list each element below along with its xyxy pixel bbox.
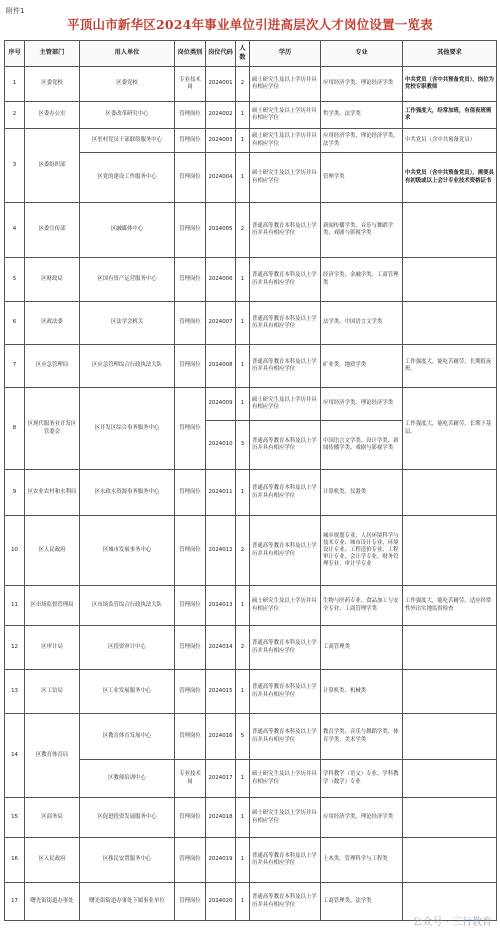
- cell-category: 管理岗位: [175, 302, 206, 345]
- cell-unit: 区水政水资源事务服务中心: [80, 470, 175, 516]
- cell-count: 5: [236, 714, 250, 760]
- cell-other: 工作强度大，经常加班，有值夜班需求: [403, 102, 497, 129]
- header-other: 其他要求: [403, 41, 497, 67]
- cell-no: 5: [5, 258, 25, 302]
- cell-major: 法学类、中国语言文学类: [321, 302, 403, 345]
- cell-no: 13: [5, 670, 25, 714]
- positions-table: [4, 40, 497, 921]
- cell-code: 2024018: [206, 798, 236, 838]
- table-row: [5, 102, 497, 129]
- cell-unit: 区法学会机关: [80, 302, 175, 345]
- cell-unit: 区移民安置服务中心: [80, 838, 175, 883]
- cell-no: 8: [5, 388, 25, 470]
- header-count: 人数: [236, 41, 250, 67]
- attachment-label: 附件1: [6, 7, 25, 15]
- cell-major: 学科教学（语文）专业、学科教学（数学）专业: [321, 760, 403, 798]
- cell-major: 矿业类、地质学类: [321, 345, 403, 388]
- cell-no: 6: [5, 302, 25, 345]
- cell-code: 2024002: [206, 102, 236, 129]
- cell-code: 2024016: [206, 714, 236, 760]
- cell-code: 2024003: [206, 129, 236, 153]
- cell-dept: 区委办公室: [25, 102, 80, 129]
- cell-code: 2024006: [206, 258, 236, 302]
- cell-count: 2: [236, 516, 250, 586]
- cell-unit: 区委党校: [80, 67, 175, 102]
- cell-category: 管理岗位: [175, 883, 206, 921]
- cell-major: 管理学类: [321, 153, 403, 203]
- table-row: [5, 67, 497, 102]
- cell-major: 计算机类、仪器类: [321, 470, 403, 516]
- header-category: 岗位类别: [175, 41, 206, 67]
- cell-education: 普通高等教育本科及以上学历并具有相应学位: [250, 421, 321, 470]
- cell-no: 12: [5, 626, 25, 670]
- cell-education: 硕士研究生及以上学历并具有相应学位: [250, 102, 321, 129]
- cell-education: 普通高等教育本科及以上学历并具有相应学位: [250, 838, 321, 883]
- cell-other: [403, 516, 497, 586]
- header-no: 序号: [5, 41, 25, 67]
- cell-dept: 区现代服务业开发区管委会: [25, 388, 80, 470]
- cell-count: 1: [236, 760, 250, 798]
- cell-category: 管理岗位: [175, 102, 206, 129]
- cell-dept: 区财政局: [25, 258, 80, 302]
- cell-category: 管理岗位: [175, 345, 206, 388]
- cell-category: 管理岗位: [175, 470, 206, 516]
- cell-other: [403, 302, 497, 345]
- cell-category: 管理岗位: [175, 670, 206, 714]
- table-row: [5, 470, 497, 516]
- cell-count: 1: [236, 883, 250, 921]
- cell-other: [403, 203, 497, 258]
- cell-count: 2: [236, 203, 250, 258]
- cell-other: 工作强度大，能吃苦耐劳，长期值夜班。: [403, 345, 497, 388]
- cell-education: 普通高等教育本科及以上学历并具有相应学位: [250, 203, 321, 258]
- cell-unit: 区党的建设工作服务中心: [80, 153, 175, 203]
- cell-count: 2: [236, 67, 250, 102]
- cell-education: 硕士研究生及以上学历并具有相应学位: [250, 129, 321, 153]
- cell-other: [403, 760, 497, 798]
- cell-no: 1: [5, 67, 25, 102]
- cell-unit: 区促进投资发展服务中心: [80, 798, 175, 838]
- cell-major: 经济学类、金融学类、工商管理类: [321, 258, 403, 302]
- cell-code: 2024009: [206, 388, 236, 421]
- cell-dept: 区人民政府: [25, 838, 80, 883]
- cell-category: 管理岗位: [175, 129, 206, 153]
- cell-count: 1: [236, 670, 250, 714]
- cell-code: 2024014: [206, 626, 236, 670]
- page-title: 平顶山市新华区2024年事业单位引进高层次人才岗位设置一览表: [67, 17, 433, 32]
- cell-major: 工商管理类: [321, 626, 403, 670]
- cell-other: [403, 714, 497, 760]
- table-row: [5, 586, 497, 626]
- cell-count: 1: [236, 345, 250, 388]
- cell-count: 1: [236, 102, 250, 129]
- cell-education: 普通高等教育本科及以上学历并具有相应学位: [250, 714, 321, 760]
- cell-unit: 区开发区综合事务服务中心: [80, 388, 175, 470]
- cell-count: 3: [236, 421, 250, 470]
- table-row: [5, 345, 497, 388]
- cell-education: 普通高等教育本科及以上学历并具有相应学位: [250, 302, 321, 345]
- header-education: 学历: [250, 41, 321, 67]
- cell-no: 14: [5, 714, 25, 798]
- cell-no: 7: [5, 345, 25, 388]
- table-row: [5, 388, 497, 421]
- cell-count: 2: [236, 626, 250, 670]
- cell-unit: 区城市发展事务中心: [80, 516, 175, 586]
- cell-major: 教育学类、音乐与舞蹈学类、体育学类、美术学类: [321, 714, 403, 760]
- cell-category: 管理岗位: [175, 586, 206, 626]
- cell-dept: 区农业农村和水利局: [25, 470, 80, 516]
- cell-education: 普通高等教育本科及以上学历并具有相应学位: [250, 516, 321, 586]
- table-header-row: [5, 41, 497, 67]
- cell-other: [403, 626, 497, 670]
- cell-code: 2024004: [206, 153, 236, 203]
- cell-unit: 区融媒体中心: [80, 203, 175, 258]
- cell-category: 专业技术岗: [175, 67, 206, 102]
- cell-dept: 区委党校: [25, 67, 80, 102]
- cell-count: 1: [236, 470, 250, 516]
- watermark-text: 公众号 · 三行教育: [412, 917, 492, 928]
- cell-no: 4: [5, 203, 25, 258]
- cell-category: 管理岗位: [175, 626, 206, 670]
- cell-category: 管理岗位: [175, 203, 206, 258]
- header-dept: 主管部门: [25, 41, 80, 67]
- cell-unit: 区委改革研究中心: [80, 102, 175, 129]
- cell-unit: 区国有资产运营服务中心: [80, 258, 175, 302]
- cell-education: 普通高等教育本科及以上学历并具有相应学位: [250, 470, 321, 516]
- cell-code: 2024013: [206, 586, 236, 626]
- header-code: 岗位代码: [206, 41, 236, 67]
- cell-no: 15: [5, 798, 25, 838]
- table-row: [5, 838, 497, 883]
- cell-dept: 区人民政府: [25, 516, 80, 586]
- cell-major: 应用经济学类、理论经济学类: [321, 798, 403, 838]
- cell-category: 管理岗位: [175, 714, 206, 760]
- table-row: [5, 626, 497, 670]
- cell-no: 9: [5, 470, 25, 516]
- cell-major: 中国语言文学类、设计学类、新闻传播学类、戏剧与影视学类: [321, 421, 403, 470]
- cell-code: 2024012: [206, 516, 236, 586]
- cell-category: 管理岗位: [175, 838, 206, 883]
- cell-major: 城乡规划专业、人居环境科学与技术专业、城市设计专业、环境设计专业、工程造价专业、工程审计专业、会计学专业、财务管理专业、审计学专业: [321, 516, 403, 586]
- cell-other: [403, 670, 497, 714]
- cell-code: 2024008: [206, 345, 236, 388]
- cell-no: 10: [5, 516, 25, 586]
- cell-count: 1: [236, 798, 250, 838]
- cell-category: 专业技术岗: [175, 760, 206, 798]
- cell-education: 普通高等教育本科及以上学历并具有相应学位: [250, 258, 321, 302]
- cell-education: 硕士研究生及以上学历并具有相应学位: [250, 153, 321, 203]
- cell-count: 1: [236, 258, 250, 302]
- cell-dept: 区市场监督管理局: [25, 586, 80, 626]
- cell-unit: 区驻村党员干部联络服务中心: [80, 129, 175, 153]
- cell-education: 硕士研究生及以上学历并具有相应学位: [250, 798, 321, 838]
- cell-education: 普通高等教育本科及以上学历并具有相应学位: [250, 345, 321, 388]
- table-row: [5, 670, 497, 714]
- cell-dept: 区委宣传部: [25, 203, 80, 258]
- table-row: [5, 302, 497, 345]
- header-major: 专业: [321, 41, 403, 67]
- header-unit: 用人单位: [80, 41, 175, 67]
- cell-unit: 区工业发展服务中心: [80, 670, 175, 714]
- cell-count: 1: [236, 388, 250, 421]
- cell-no: 16: [5, 838, 25, 883]
- cell-other: 工作强度大，能吃苦耐劳，长期下基层。: [403, 388, 497, 470]
- cell-education: 硕士研究生及以上学历并具有相应学位: [250, 586, 321, 626]
- cell-education: 硕士研究生及以上学历并具有相应学位: [250, 67, 321, 102]
- cell-category: 管理岗位: [175, 516, 206, 586]
- cell-dept: 区审计局: [25, 626, 80, 670]
- cell-dept: 区工信局: [25, 670, 80, 714]
- cell-code: 2024005: [206, 203, 236, 258]
- cell-code: 2024007: [206, 302, 236, 345]
- table-row: [5, 798, 497, 838]
- cell-other: 中共党员（含中共预备党员），需要具有初级或以上会计专业技术资格证书: [403, 153, 497, 203]
- cell-code: 2024001: [206, 67, 236, 102]
- cell-education: 普通高等教育本科及以上学历并具有相应学位: [250, 883, 321, 921]
- cell-dept: 区应急管理局: [25, 345, 80, 388]
- table-row: [5, 516, 497, 586]
- cell-count: 1: [236, 129, 250, 153]
- table-row: [5, 203, 497, 258]
- cell-dept: 区商务局: [25, 798, 80, 838]
- cell-code: 2024019: [206, 838, 236, 883]
- cell-dept: 区委组织部: [25, 129, 80, 203]
- cell-code: 2024020: [206, 883, 236, 921]
- cell-no: 11: [5, 586, 25, 626]
- cell-code: 2024017: [206, 760, 236, 798]
- cell-major: 应用经济学类、理论经济学类、法学类: [321, 129, 403, 153]
- cell-education: 普通高等教育本科及以上学历并具有相应学位: [250, 670, 321, 714]
- table-row: [5, 714, 497, 760]
- cell-unit: 区应急管理综合行政执法大队: [80, 345, 175, 388]
- cell-dept: 区政法委: [25, 302, 80, 345]
- cell-major: 应用经济学类、理论经济学类: [321, 67, 403, 102]
- cell-dept: 曙光街街道办事处: [25, 883, 80, 921]
- cell-other: 中共党员（含中共预备党员），岗位为党校专职教师: [403, 67, 497, 102]
- cell-count: 1: [236, 586, 250, 626]
- cell-category: 管理岗位: [175, 153, 206, 203]
- cell-other: 工作强度大，能吃苦耐劳，适应经常性外出实地监督检查: [403, 586, 497, 626]
- cell-other: [403, 470, 497, 516]
- cell-no: 3: [5, 129, 25, 203]
- cell-major: 土木类、管理科学与工程类: [321, 838, 403, 883]
- cell-other: [403, 258, 497, 302]
- cell-other: 中共党员（含中共预备党员）: [403, 129, 497, 153]
- cell-education: 普通高等教育本科及以上学历并具有相应学位: [250, 626, 321, 670]
- cell-education: 硕士研究生及以上学历并具有相应学位: [250, 760, 321, 798]
- cell-category: 管理岗位: [175, 388, 206, 470]
- cell-other: [403, 838, 497, 883]
- table-row: [5, 129, 497, 153]
- cell-dept: 区教育体育局: [25, 714, 80, 798]
- cell-major: 生物与医药专业、食品加工与安全专业、工商管理学类: [321, 586, 403, 626]
- cell-unit: 区投资审计中心: [80, 626, 175, 670]
- cell-code: 2024010: [206, 421, 236, 470]
- cell-code: 2024011: [206, 470, 236, 516]
- cell-no: 17: [5, 883, 25, 921]
- cell-education: 硕士研究生及以上学历并具有相应学位: [250, 388, 321, 421]
- cell-unit: 区市场监管综合行政执法大队: [80, 586, 175, 626]
- cell-category: 管理岗位: [175, 258, 206, 302]
- cell-major: 计算机类、机械类: [321, 670, 403, 714]
- cell-unit: 曙光街街道办事处下属事业单位: [80, 883, 175, 921]
- cell-major: 工商管理类、法学类: [321, 883, 403, 921]
- cell-count: 1: [236, 838, 250, 883]
- cell-count: 1: [236, 302, 250, 345]
- table-row: [5, 258, 497, 302]
- cell-major: 哲学类、法学类: [321, 102, 403, 129]
- cell-no: 2: [5, 102, 25, 129]
- cell-unit: 区教师培训中心: [80, 760, 175, 798]
- cell-code: 2024015: [206, 670, 236, 714]
- cell-major: 新闻传播学类、音乐与舞蹈学类、戏剧与影视学类: [321, 203, 403, 258]
- cell-count: 1: [236, 153, 250, 203]
- cell-category: 管理岗位: [175, 798, 206, 838]
- cell-other: [403, 798, 497, 838]
- cell-unit: 区教育体育发展中心: [80, 714, 175, 760]
- cell-major: 应用经济学类、理论经济学类: [321, 388, 403, 421]
